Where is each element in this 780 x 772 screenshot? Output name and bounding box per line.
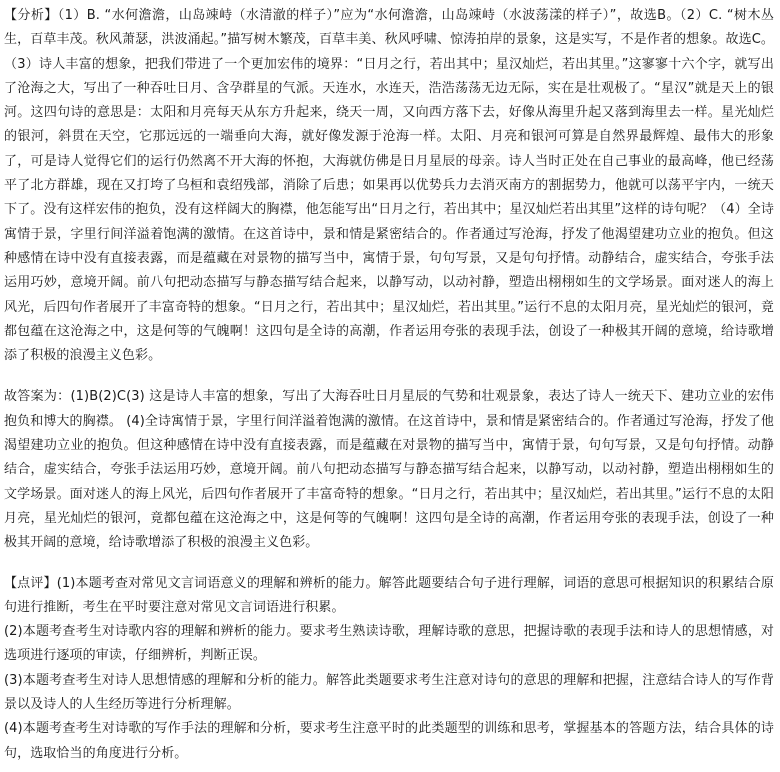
comment-item-2: (2)本题考查考生对诗歌内容的理解和辨析的能力。要求考生熟读诗歌，理解诗歌的意思，把握诗歌的表现手法和诗人的思想情感，对选项进行逐项的审读，仔细辨析，判断正误。 xyxy=(4,624,774,664)
analysis-paragraph: 【分析】（1）B. “水何澹澹，山岛竦峙（水清澈的样子）”应为“水何澹澹，山岛竦峙（水波荡漾的样子）”，故选B。（2）C. “树木丛生，百草丰茂。秋风萧瑟，洪波涌起。”描写树木繁茂，百草丰美、秋风呼啸、惊涛拍岸的景象，这是实写，不是作者的想象。故选C。（3）诗人丰富的想象，把我们带进了一个更加宏伟的境界：“日月之行，若出其中；星汉灿烂，若出其里。”这寥寥十六个字，就写出了沧海之大，写出了一种吞吐日月、含孕群星的气派。天连水，水连天，浩浩荡荡无边无际，实在是壮观极了。“星汉”就是天上的银河。这四句诗的意思是：太阳和月亮每天从东方升起来，绕天一周，又向西方落下去，好像从海里升起又落到海里去一样。星光灿烂的银河，斜贯在天空，它那远远的一端垂向大海，就好像发源于沧海一样。太阳、月亮和银河可算是自然界最辉煌、最伟大的形象了，可是诗人觉得它们的运行仍然离不开大海的怀抱，大海就仿佛是日月星辰的母亲。诗人当时正处在自己事业的最高峰，他已经荡平了北方群雄，现在又打垮了乌桓和袁绍残部，消除了后患；如果再以优势兵力去消灭南方的割据势力，他就可以荡平宇内，一统天下了。没有这样宏伟的抱负，没有这样阔大的胸襟，他怎能写出“日月之行，若出其中；星汉灿烂若出其里”这样的诗句呢？（4）全诗寓情于景，字里行间洋溢着饱满的激情。在这首诗中，景和情是紧密结合的。作者通过写沧海，抒发了他渴望建功立业的抱负。但这种感情在诗中没有直接表露，而是蕴藏在对景物的描写当中，寓情于景，句句写景，又是句句抒情。动静结合，虚实结合，夸张手法运用巧妙，意境开阔。前八句把动态描写与静态描写结合起来，以静写动，以动衬静，塑造出栩栩如生的文学场景。面对迷人的海上风光，后四句作者展开了丰富奇特的想象。“日月之行，若出其中；星汉灿烂，若出其里。”运行不息的太阳月亮，星光灿烂的银河，竟都包蕴在这沧海之中，这是何等的气魄啊！这四句是全诗的高潮，作者运用夸张的表现手法，创设了一种极其开阔的意境，给诗歌增添了积极的浪漫主义色彩。 xyxy=(4,8,774,364)
comment-item-4: (4)本题考查考生对诗歌的写作手法的理解和分析，要求考生注意平时的此类题型的训练和思考，掌握基本的答题方法，结合具体的诗句，选取恰当的角度进行分析。 xyxy=(4,721,774,761)
comment-paragraph: 【点评】(1)本题考查对常见文言词语意义的理解和辨析的能力。解答此题要结合句子进行理解，词语的意思可根据知识的积累结合原句进行推断，考生在平时要注意对常见文言词语进行积累。 xyxy=(4,575,774,615)
answer-paragraph: 故答案为：(1)B(2)C(3) 这是诗人丰富的想象，写出了大海吞吐日月星辰的气势和壮观景象，表达了诗人一统天下、建功立业的宏伟抱负和博大的胸襟。 (4)全诗寓情于景，字里行间洋溢着饱满的激情。在这首诗中，景和情是紧密结合的。作者通过写沧海，抒发了他渴望建功立业的抱负。但这种感情在诗中没有直接表露，而是蕴藏在对景物的描写当中，寓情于景，句句写景，又是句句抒情。动静结合，虚实结合，夸张手法运用巧妙，意境开阔。前八句把动态描写与静态描写结合起来，以静写动，以动衬静，塑造出栩栩如生的文学场景。面对迷人的海上风光，后四句作者展开了丰富奇特的想象。“日月之行，若出其中；星汉灿烂，若出其里。”运行不息的太阳月亮，星光灿烂的银河，竟都包蕴在这沧海之中，这是何等的气魄啊！这四句是全诗的高潮，作者运用夸张的表现手法，创设了一种极其开阔的意境，给诗歌增添了积极的浪漫主义色彩。 xyxy=(4,389,774,551)
comment-item-3: (3)本题考查考生对诗人思想情感的理解和分析的能力。解答此类题要求考生注意对诗句的意思的理解和把握，注意结合诗人的写作背景以及诗人的人生经历等进行分析理解。 xyxy=(4,672,774,713)
